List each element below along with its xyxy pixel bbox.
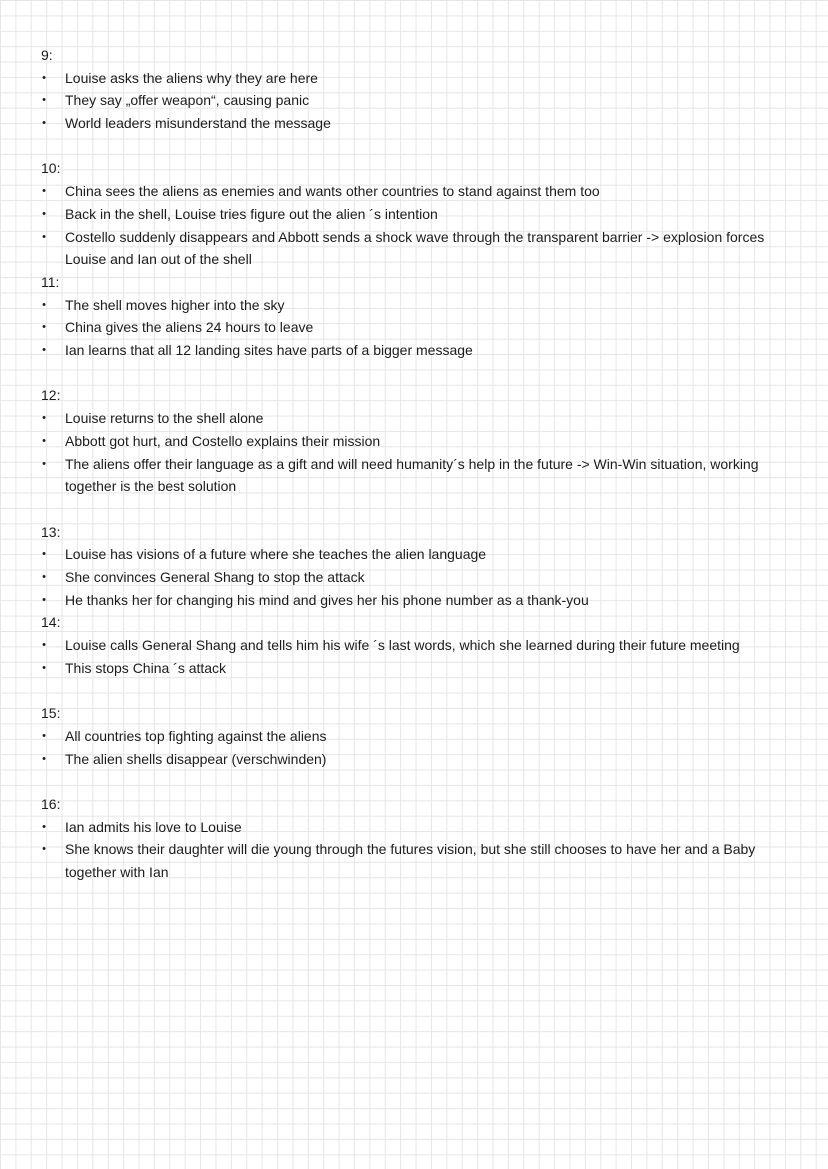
item-text: Ian learns that all 12 landing sites have parts of a bigger message <box>65 342 473 359</box>
list-item <box>0 566 828 589</box>
list-item <box>0 294 828 317</box>
bullet-list <box>0 816 828 884</box>
bullet-icon: • <box>42 752 46 765</box>
list-item <box>0 89 828 112</box>
item-text: China sees the aliens as enemies and wants other countries to stand against them too <box>65 183 600 200</box>
item-text: Louise calls General Shang and tells him his wife ´s last words, which she learned during their future meeting <box>65 637 740 654</box>
section-16 <box>0 793 828 884</box>
list-item <box>0 657 828 680</box>
bullet-icon: • <box>42 298 46 311</box>
bullet-icon: • <box>42 571 46 584</box>
item-text: Ian admits his love to Louise <box>65 818 242 835</box>
item-text: The aliens offer their language as a gift and will need humanity´s help in the future -> Win-Win situation, working together is the best solution <box>65 455 759 495</box>
bullet-list <box>0 543 828 611</box>
item-text: The shell moves higher into the sky <box>65 296 285 313</box>
item-text: She convinces General Shang to stop the attack <box>65 569 365 586</box>
item-text: This stops China ´s attack <box>65 659 227 676</box>
item-text: He thanks her for changing his mind and gives her his phone number as a thank-you <box>65 591 589 608</box>
item-text: China gives the aliens 24 hours to leave <box>65 319 314 336</box>
list-item <box>0 816 828 839</box>
bullet-icon: • <box>42 843 46 856</box>
item-text: Louise has visions of a future where she teaches the alien language <box>65 546 487 563</box>
section-15 <box>0 702 828 770</box>
item-text: Abbott got hurt, and Costello explains their mission <box>65 432 381 449</box>
section-11 <box>0 271 828 362</box>
section-13 <box>0 521 828 612</box>
bullet-icon: • <box>42 207 46 220</box>
list-item <box>0 339 828 362</box>
bullet-icon: • <box>42 71 46 84</box>
bullet-icon: • <box>42 661 46 674</box>
bullet-icon: • <box>42 94 46 107</box>
bullet-list <box>0 407 828 498</box>
list-item <box>0 67 828 90</box>
section-number: 14: <box>41 614 61 631</box>
bullet-icon: • <box>42 729 46 742</box>
item-text: Back in the shell, Louise tries figure out the alien ´s intention <box>65 205 438 222</box>
bullet-list <box>0 725 828 770</box>
section-number: 9: <box>41 47 53 63</box>
section-9 <box>0 44 828 135</box>
bullet-icon: • <box>42 321 46 334</box>
list-item <box>0 725 828 748</box>
item-text: Louise returns to the shell alone <box>65 410 264 427</box>
section-number: 11: <box>41 273 60 290</box>
section-number: 10: <box>41 160 61 177</box>
list-item <box>0 430 828 453</box>
bullet-icon: • <box>42 593 46 606</box>
item-text: The alien shells disappear (verschwinden) <box>65 750 327 767</box>
section-number: 13: <box>41 523 61 540</box>
list-item <box>0 112 828 135</box>
item-text: Louise asks the aliens why they are here <box>65 69 318 86</box>
notes-page <box>0 44 828 884</box>
list-item <box>0 589 828 612</box>
bullet-icon: • <box>42 185 46 198</box>
item-text: They say „offer weapon“, causing panic <box>65 92 310 109</box>
item-text: World leaders misunderstand the message <box>65 115 331 132</box>
bullet-icon: • <box>42 344 46 357</box>
list-item <box>0 453 828 498</box>
bullet-icon: • <box>42 434 46 447</box>
section-number: 16: <box>41 796 61 813</box>
list-item <box>0 838 828 883</box>
section-14 <box>0 611 828 679</box>
bullet-icon: • <box>42 820 46 833</box>
section-number: 15: <box>41 705 61 722</box>
list-item <box>0 203 828 226</box>
list-item <box>0 316 828 339</box>
section-number: 12: <box>41 387 61 404</box>
bullet-list <box>0 67 828 135</box>
bullet-icon: • <box>42 457 46 470</box>
bullet-icon: • <box>42 117 46 130</box>
item-text: Costello suddenly disappears and Abbott sends a shock wave through the transparent barrier -> explosion forces Louise and Ian out of the shell <box>65 228 765 268</box>
section-12 <box>0 384 828 498</box>
item-text: All countries top fighting against the aliens <box>65 727 327 744</box>
bullet-icon: • <box>42 230 46 243</box>
list-item <box>0 634 828 657</box>
section-10 <box>0 157 828 271</box>
list-item <box>0 226 828 271</box>
bullet-list <box>0 634 828 679</box>
item-text: She knows their daughter will die young through the futures vision, but she still chooses to have her and a Baby together with Ian <box>65 841 756 881</box>
bullet-list <box>0 180 828 271</box>
bullet-icon: • <box>42 639 46 652</box>
list-item <box>0 543 828 566</box>
bullet-icon: • <box>42 548 46 561</box>
bullet-list <box>0 294 828 362</box>
list-item <box>0 180 828 203</box>
bullet-icon: • <box>42 412 46 425</box>
list-item <box>0 748 828 771</box>
list-item <box>0 407 828 430</box>
